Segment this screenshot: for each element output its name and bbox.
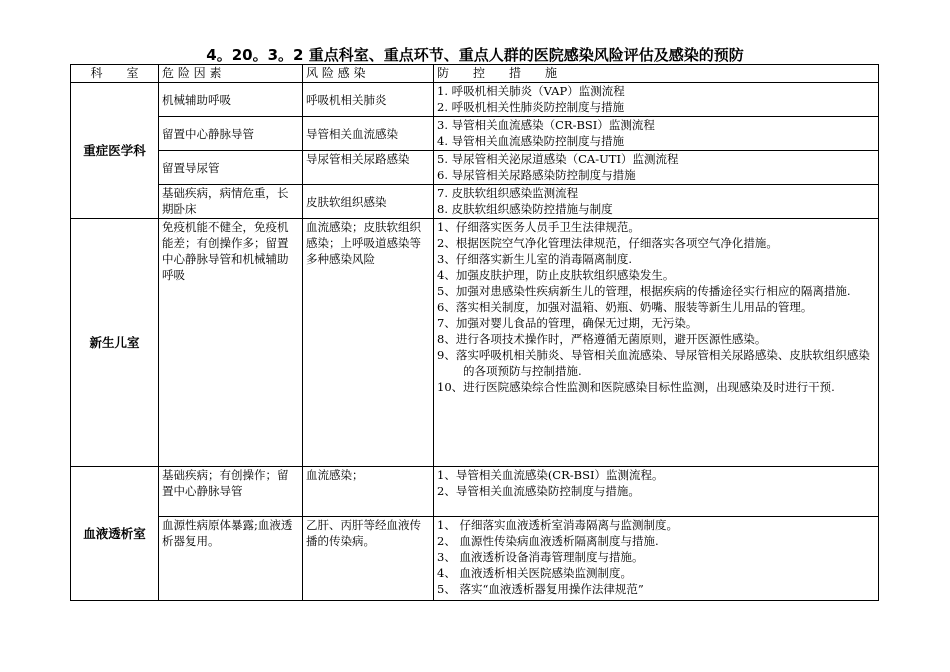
measure-item: 5、 落实“血液透析器复用操作法律规范” [437,582,644,596]
measure-item: 3. 导管相关血流感染（CR-BSI）监测流程 [437,118,655,132]
measure-item: 3、 血液透析设备消毒管理制度与措施。 [437,550,644,564]
infection-cell: 血流感染；皮肤软组织感染；上呼吸道感染等多种感染风险 [303,219,434,467]
infection-cell: 导管相关血流感染 [303,117,434,151]
measure-item: 8、进行各项技术操作时，严格遵循无菌原则，避开医源性感染。 [437,332,767,346]
measure-item: 8. 皮肤软组织感染防控措施与制度 [437,202,613,216]
measures-cell [434,467,879,517]
infection-cell: 乙肝、丙肝等经血液传播的传染病。 [303,517,434,601]
measure-item: 5、加强对患感染性疾病新生儿的管理，根据疾病的传播途径实行相应的隔离措施. [437,284,851,298]
measure-item: 4. 导管相关血流感染防控制度与措施 [437,134,625,148]
risk-cell: 免疫机能不健全，免疫机能差；有创操作多；留置中心静脉导管和机械辅助呼吸 [159,219,303,467]
measures-cell [434,117,879,151]
risk-cell: 血源性病原体暴露;血液透析器复用。 [159,517,303,601]
measure-item: 1、 仔细落实血液透析室消毒隔离与监测制度。 [437,518,678,532]
risk-cell: 基础疾病；有创操作；留置中心静脉导管 [159,467,303,517]
dept-dialysis: 血液透析室 [71,467,159,601]
measures-cell [434,219,879,467]
table-row [71,151,879,185]
measure-item: 7、加强对婴儿食品的管理，确保无过期，无污染。 [437,316,698,330]
measure-item: 2. 呼吸机相关性肺炎防控制度与措施 [437,100,625,114]
header-measures: 防 控 措 施 [434,65,879,83]
infection-cell: 皮肤软组织感染 [303,185,434,219]
measure-item: 1、导管相关血流感染(CR-BSI）监测流程。 [437,468,664,482]
measure-item: 1、仔细落实医务人员手卫生法律规范。 [437,220,640,234]
measure-item: 4、 血液透析相关医院感染监测制度。 [437,566,632,580]
table-header-row [71,65,879,83]
measure-item: 7. 皮肤软组织感染监测流程 [437,186,579,200]
measures-cell [434,517,879,601]
table-row [71,83,879,117]
measure-item: 3、仔细落实新生儿室的消毒隔离制度. [437,252,632,266]
measure-item: 1. 呼吸机相关肺炎（VAP）监测流程 [437,84,625,98]
measure-item: 2、导管相关血流感染防控制度与措施。 [437,484,640,498]
measures-cell [434,83,879,117]
measure-item: 6. 导尿管相关尿路感染防控制度与措施 [437,168,636,182]
table-row [71,467,879,517]
dept-icu: 重症医学科 [71,83,159,219]
table-row [71,219,879,467]
measures-cell [434,185,879,219]
risk-assessment-table [70,64,879,601]
table-row [71,517,879,601]
infection-cell: 呼吸机相关肺炎 [303,83,434,117]
infection-cell: 血流感染； [303,467,434,517]
measures-cell [434,151,879,185]
measure-item: 2、 血源性传染病血液透析隔离制度与措施. [437,534,659,548]
risk-cell: 留置中心静脉导管 [159,117,303,151]
measure-item: 10、进行医院感染综合性监测和医院感染目标性监测，出现感染及时进行干预. [437,380,835,394]
measure-item: 5. 导尿管相关泌尿道感染（CA-UTI）监测流程 [437,152,679,166]
measure-item: 6、落实相关制度，加强对温箱、奶瓶、奶嘴、服装等新生儿用品的管理。 [437,300,813,314]
header-risk: 危 险 因 素 [159,65,303,83]
header-infection: 风 险 感 染 [303,65,434,83]
risk-cell: 机械辅助呼吸 [159,83,303,117]
measure-item: 9、落实呼吸机相关肺炎、导管相关血流感染、导尿管相关尿路感染、皮肤软组织感染的各项预防与控制措施. [437,348,870,378]
measure-item: 2、根据医院空气净化管理法律规范，仔细落实各项空气净化措施。 [437,236,778,250]
risk-cell: 留置导尿管 [159,151,303,185]
header-dept: 科 室 [71,65,159,83]
risk-cell: 基础疾病，病情危重，长期卧床 [159,185,303,219]
infection-cell: 导尿管相关尿路感染 [303,151,434,185]
measure-item: 4、加强皮肤护理，防止皮肤软组织感染发生。 [437,268,675,282]
table-row [71,185,879,219]
table-row [71,117,879,151]
dept-nicu: 新生儿室 [71,219,159,467]
document-title: 4。20。3。2 重点科室、重点环节、重点人群的医院感染风险评估及感染的预防 [206,46,744,64]
